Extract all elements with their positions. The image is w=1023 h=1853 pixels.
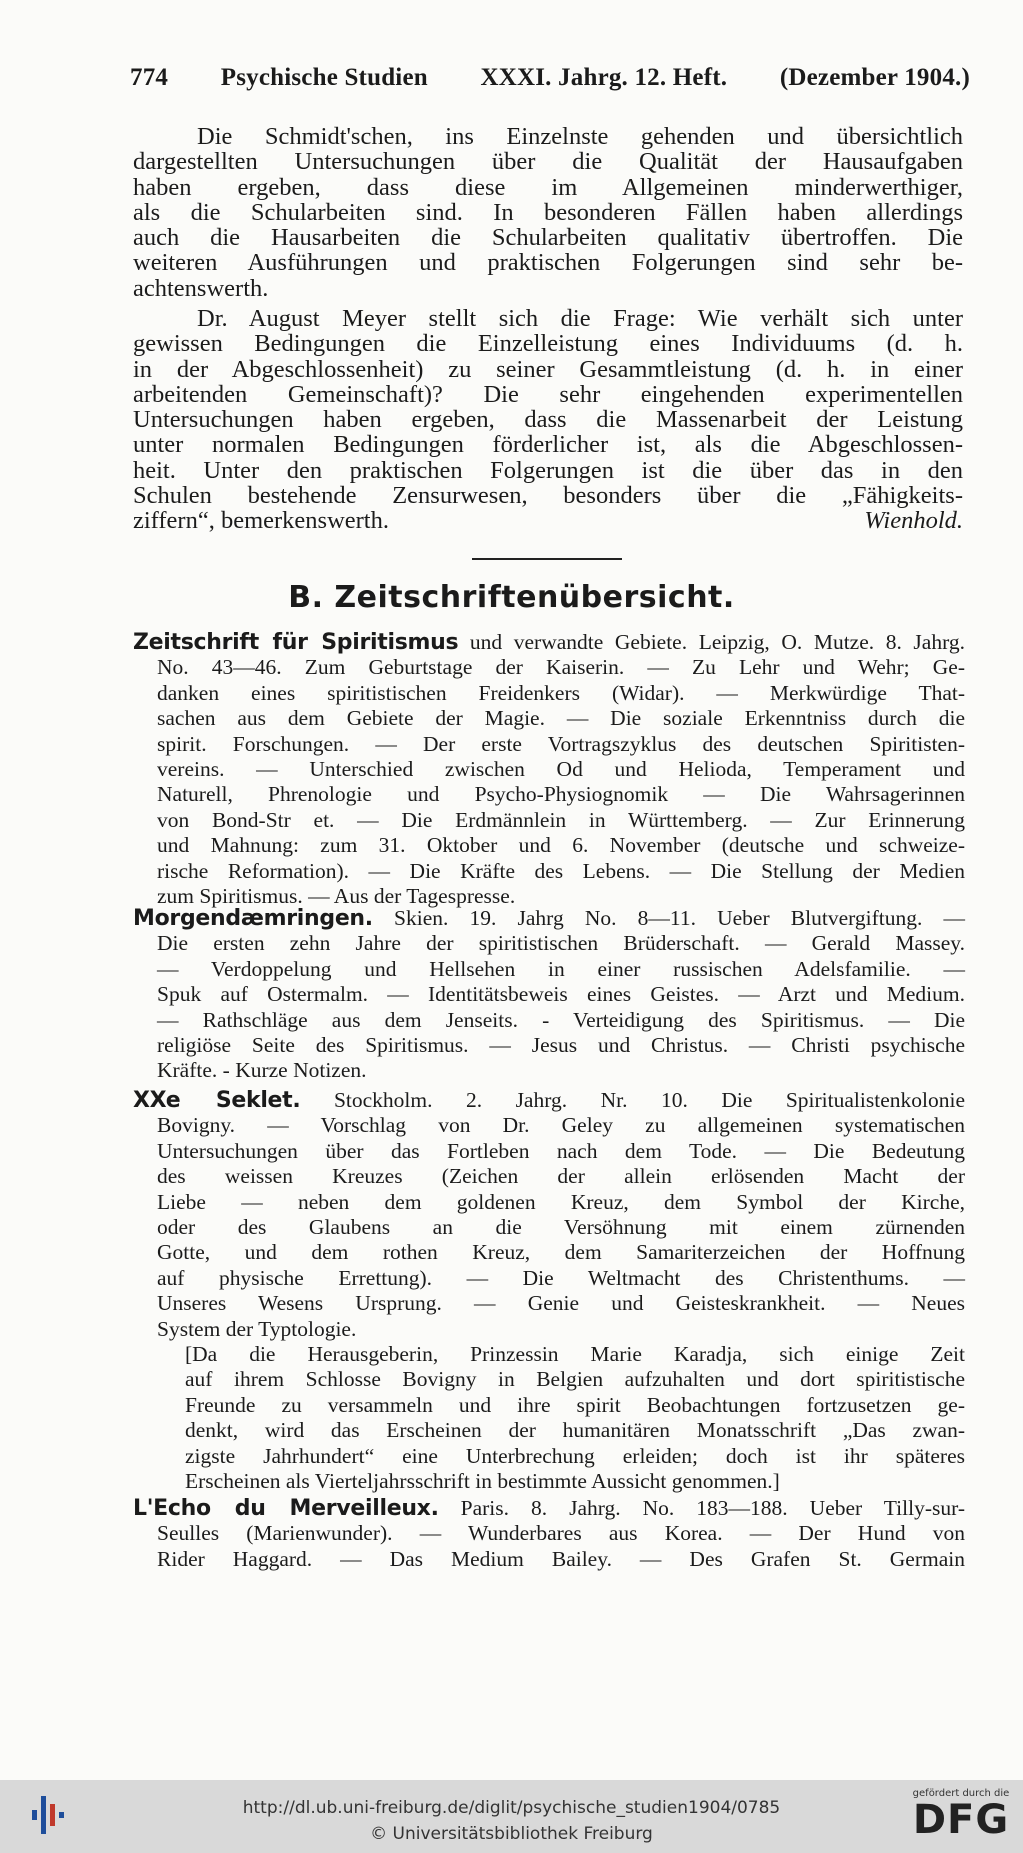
text-line: Freunde zu versammeln und ihre spirit Beobachtungen fortzusetzen ge- <box>185 1392 965 1417</box>
text-line: Liebe — neben dem goldenen Kreuz, dem Symbol der Kirche, <box>157 1189 965 1214</box>
permalink-url[interactable]: http://dl.ub.uni-freiburg.de/diglit/psychische_studien1904/0785 <box>242 1798 781 1818</box>
text-line: unter normalen Bedingungen förderlicher ist, als die Abgeschlossen- <box>133 431 963 459</box>
text-line: Erscheinen als Vierteljahrsschrift in bestimmte Aussicht genommen.] <box>185 1469 780 1494</box>
text-line: haben ergeben, dass diese im Allgemeinen minderwerthiger, <box>133 173 963 201</box>
text-line: Rider Haggard. — Das Medium Bailey. — Des Grafen St. Germain <box>157 1546 965 1571</box>
text-line: Gotte, und dem rothen Kreuz, dem Samariterzeichen der Hoffnung <box>157 1240 965 1265</box>
paragraph-schmidt <box>133 124 963 301</box>
text-line: Paris. 8. Jahrg. No. 183—188. Ueber Tilly-sur- <box>460 1496 965 1520</box>
text-line: rische Reformation). — Die Kräfte des Lebens. — Die Stellung der Medien <box>157 858 965 883</box>
section-title: B. Zeitschriftenübersicht. <box>288 580 735 615</box>
text-line: Unseres Wesens Ursprung. — Genie und Geisteskrankheit. — Neues <box>157 1291 965 1316</box>
text-line: System der Typtologie. <box>157 1316 357 1341</box>
text-line: Kräfte. - Kurze Notizen. <box>157 1058 367 1083</box>
text-line: in der Abgeschlossenheit) zu seiner Gesammtleistung (d. h. in einer <box>133 355 963 383</box>
text-line: spirit. Forschungen. — Der erste Vortragszyklus des deutschen Spiritisten- <box>157 731 965 756</box>
text-line: arbeitenden Gemeinschaft)? Die sehr eingehenden experimentellen <box>133 380 963 408</box>
text-line: No. 43—46. Zum Geburtstage der Kaiserin. — Zu Lehr und Wehr; Ge- <box>157 655 965 680</box>
editorial-note <box>133 1342 965 1494</box>
text-line: weiteren Ausführungen und praktischen Folgerungen sind sehr be- <box>133 249 963 277</box>
issue-date: (Dezember 1904.) <box>779 64 970 91</box>
text-line: zum Spiritismus. — Aus der Tagespresse. <box>157 884 516 909</box>
entry-zeitschrift-fuer-spiritismus <box>133 630 965 909</box>
text-line: Naturell, Phrenologie und Psycho-Physiognomik — Die Wahrsagerinnen <box>157 782 965 807</box>
text-line: Die ersten zehn Jahre der spiritistischen Brüderschaft. — Gerald Massey. <box>157 931 965 956</box>
entry-title: L'Echo du Merveilleux. <box>133 1496 439 1521</box>
text-line: oder des Glaubens an die Versöhnung mit einem zürnenden <box>157 1215 965 1240</box>
text-line: Untersuchungen haben ergeben, dass die Massenarbeit der Leistung <box>133 406 963 434</box>
viewer-footer <box>0 1780 1023 1853</box>
text-line: Stockholm. 2. Jahrg. Nr. 10. Die Spiritualistenkolonie <box>333 1088 965 1112</box>
text-line: auf ihrem Schlosse Bovigny in Belgien aufzuhalten und dort spiritistische <box>185 1367 965 1392</box>
entry-title: Morgendæmringen. <box>133 906 373 931</box>
text-line: Dr. August Meyer stellt sich die Frage: Wie verhält sich unter <box>197 305 963 332</box>
dfg-wordmark: DFG <box>912 1797 1010 1843</box>
text-line: achtenswerth. <box>133 274 269 302</box>
section-divider <box>472 558 622 560</box>
volume-issue: XXXI. Jahrg. 12. Heft. <box>480 64 728 91</box>
page-number: 774 <box>130 64 169 91</box>
paragraph-meyer <box>133 306 963 534</box>
entry-morgendaemringen <box>133 906 965 1084</box>
text-line: [Da die Herausgeberin, Prinzessin Marie Karadja, sich einige Zeit <box>185 1342 965 1367</box>
text-line: und Mahnung: zum 31. Oktober und 6. November (deutsche und schweize- <box>157 833 965 858</box>
text-line: Schulen bestehende Zensurwesen, besonders über die „Fähigkeits- <box>133 482 963 510</box>
text-line: religiöse Seite des Spiritismus. — Jesus und Christus. — Christi psychische <box>157 1033 965 1058</box>
entry-title: XXe Seklet. <box>133 1088 301 1113</box>
text-line: sachen aus dem Gebiete der Magie. — Die soziale Erkenntniss durch die <box>157 706 965 731</box>
text-line: Skien. 19. Jahrg No. 8—11. Ueber Blutvergiftung. — <box>394 906 966 930</box>
text-line: auch die Hausarbeiten die Schularbeiten qualitativ übertroffen. Die <box>133 224 963 252</box>
text-line: Untersuchungen über das Fortleben nach dem Tode. — Die Bedeutung <box>157 1138 965 1163</box>
text-line: denkt, wird das Erscheinen der humanitären Monatsschrift „Das zwan- <box>185 1418 965 1443</box>
text-line: Die Schmidt'schen, ins Einzelnste gehenden und übersichtlich <box>197 123 963 150</box>
entry-title: Zeitschrift für Spiritismus <box>133 630 459 655</box>
text-line: von Bond-Str et. — Die Erdmännlein in Württemberg. — Zur Erinnerung <box>157 807 965 832</box>
text-line: und verwandte Gebiete. Leipzig, O. Mutze. 8. Jahrg. <box>469 630 965 654</box>
copyright-notice: © Universitätsbibliothek Freiburg <box>370 1824 653 1844</box>
text-line: dargestellten Untersuchungen über die Qualität der Hausaufgaben <box>133 148 963 176</box>
text-line: — Verdoppelung und Hellsehen in einer russischen Adelsfamilie. — <box>157 956 965 981</box>
author-signature: Wienhold. <box>864 507 963 535</box>
text-line: ziffern“, bemerkenswerth. <box>133 507 389 535</box>
entry-echo-du-merveilleux <box>133 1496 965 1572</box>
text-line: vereins. — Unterschied zwischen Od und Helioda, Temperament und <box>157 757 965 782</box>
text-line: Seulles (Marienwunder). — Wunderbares aus Korea. — Der Hund von <box>157 1521 965 1546</box>
text-line: — Rathschläge aus dem Jenseits. - Verteidigung des Spiritismus. — Die <box>157 1007 965 1032</box>
text-line: zigste Jahrhundert“ eine Unterbrechung erleiden; doch ist ihr späteres <box>185 1443 965 1468</box>
journal-title: Psychische Studien <box>220 64 428 91</box>
text-line: gewissen Bedingungen die Einzelleistung eines Individuums (d. h. <box>133 330 963 358</box>
text-line: Bovigny. — Vorschlag von Dr. Geley zu allgemeinen systematischen <box>157 1113 965 1138</box>
dfg-logo <box>911 1788 1011 1846</box>
entry-xxe-seklet <box>133 1088 965 1495</box>
text-line: als die Schularbeiten sind. In besonderen Fällen haben allerdings <box>133 198 963 226</box>
text-line: heit. Unter den praktischen Folgerungen ist die über das in den <box>133 456 963 484</box>
text-line: Spuk auf Ostermalm. — Identitätsbeweis eines Geistes. — Arzt und Medium. <box>157 982 965 1007</box>
text-line: danken eines spiritistischen Freidenkers (Widar). — Merkwürdige That- <box>157 680 965 705</box>
running-head <box>130 64 970 92</box>
text-line: auf physische Errettung). — Die Weltmacht des Christenthums. — <box>157 1265 965 1290</box>
text-line: des weissen Kreuzes (Zeichen der allein erlösenden Macht der <box>157 1164 965 1189</box>
dfg-caption: gefördert durch die <box>912 1788 1010 1799</box>
